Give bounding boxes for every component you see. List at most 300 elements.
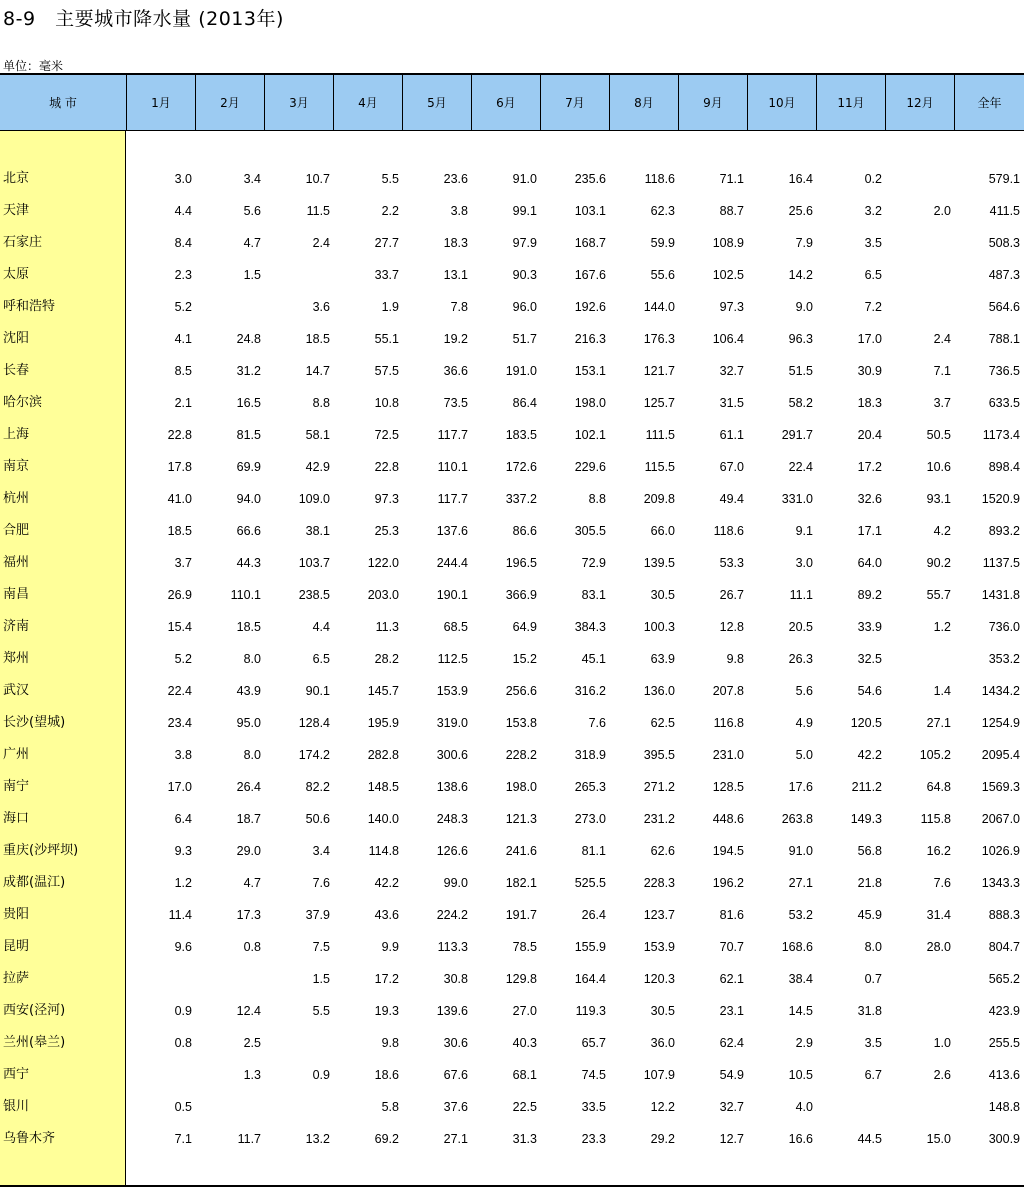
- table-cell: 91.0: [788, 844, 813, 858]
- table-cell: 64.0: [857, 556, 882, 570]
- table-cell: 15.2: [512, 652, 537, 666]
- table-cell: 174.2: [298, 748, 330, 762]
- table-cell: 106.4: [712, 332, 744, 346]
- city-name: 杭州: [3, 491, 30, 506]
- table-cell: 0.5: [174, 1100, 192, 1114]
- table-cell: 120.3: [643, 972, 675, 986]
- table-header: [0, 75, 1024, 130]
- table-cell: 804.7: [988, 940, 1020, 954]
- table-cell: 300.6: [436, 748, 468, 762]
- table-row: [0, 643, 1024, 675]
- table-cell: 148.5: [367, 780, 399, 794]
- city-name: 拉萨: [3, 971, 30, 986]
- table-cell: 9.9: [381, 940, 399, 954]
- table-cell: 90.3: [512, 268, 537, 282]
- table-cell: 153.9: [643, 940, 675, 954]
- city-name: 重庆(沙坪坝): [3, 843, 79, 858]
- table-cell: 7.9: [795, 236, 813, 250]
- table-cell: [886, 259, 951, 291]
- table-cell: 15.4: [167, 620, 192, 634]
- table-cell: 153.8: [505, 716, 537, 730]
- table-cell: 229.6: [574, 460, 606, 474]
- table-cell: 282.8: [367, 748, 399, 762]
- table-cell: 1137.5: [982, 556, 1020, 570]
- table-cell: 112.5: [437, 652, 468, 666]
- table-cell: 116.8: [713, 716, 744, 730]
- table-cell: 121.3: [505, 812, 537, 826]
- table-cell: 248.3: [436, 812, 468, 826]
- table-cell: 49.4: [719, 492, 744, 506]
- table-cell: 172.6: [505, 460, 537, 474]
- table-cell: 1.3: [243, 1068, 261, 1082]
- table-row: [0, 867, 1024, 899]
- table-cell: 23.6: [443, 172, 468, 186]
- table-cell: 88.7: [719, 204, 744, 218]
- table-row: [0, 515, 1024, 547]
- table-cell: 66.0: [650, 524, 675, 538]
- table-cell: 82.2: [305, 780, 330, 794]
- table-cell: 42.9: [305, 460, 330, 474]
- table-cell: 59.9: [650, 236, 675, 250]
- table-cell: 27.1: [926, 716, 951, 730]
- table-cell: 137.6: [436, 524, 468, 538]
- table-row: [0, 611, 1024, 643]
- table-cell: 9.8: [381, 1036, 399, 1050]
- header-col-1: 1月: [127, 75, 196, 130]
- table-cell: 45.1: [581, 652, 606, 666]
- table-cell: 7.6: [312, 876, 330, 890]
- table-cell: 72.9: [581, 556, 606, 570]
- table-row: [0, 579, 1024, 611]
- table-cell: 99.0: [443, 876, 468, 890]
- table-cell: 5.6: [795, 684, 813, 698]
- table-cell: 487.3: [988, 268, 1020, 282]
- table-cell: 125.7: [643, 396, 675, 410]
- table-cell: 5.2: [174, 652, 192, 666]
- table-cell: 17.0: [167, 780, 192, 794]
- table-cell: 148.8: [988, 1100, 1020, 1114]
- table-cell: 18.6: [374, 1068, 399, 1082]
- table-row: [0, 195, 1024, 227]
- table-cell: 353.2: [988, 652, 1020, 666]
- table-cell: 23.4: [167, 716, 192, 730]
- table-cell: 93.1: [926, 492, 951, 506]
- table-row: [0, 1059, 1024, 1091]
- table-cell: 18.7: [236, 812, 261, 826]
- header-col-9: 9月: [679, 75, 748, 130]
- table-cell: 633.5: [988, 396, 1020, 410]
- table-cell: 57.5: [374, 364, 399, 378]
- table-cell: [886, 995, 951, 1027]
- table-cell: 7.1: [174, 1132, 192, 1146]
- table-cell: 337.2: [505, 492, 537, 506]
- table-row: [0, 963, 1024, 995]
- table-cell: 31.3: [512, 1132, 537, 1146]
- city-name: 哈尔滨: [3, 395, 43, 410]
- table-cell: 7.8: [450, 300, 468, 314]
- table-row: [0, 483, 1024, 515]
- table-cell: 16.2: [926, 844, 951, 858]
- table-cell: 318.9: [574, 748, 606, 762]
- table-cell: 53.3: [719, 556, 744, 570]
- table-cell: 1.5: [312, 972, 330, 986]
- table-cell: 893.2: [988, 524, 1020, 538]
- table-cell: 32.6: [857, 492, 882, 506]
- table-cell: 12.8: [719, 620, 744, 634]
- table-cell: 29.2: [650, 1132, 675, 1146]
- table-cell: 231.2: [643, 812, 675, 826]
- table-cell: [265, 1091, 330, 1123]
- table-cell: 12.2: [650, 1100, 675, 1114]
- table-cell: 9.8: [726, 652, 744, 666]
- table-cell: 117.7: [437, 428, 468, 442]
- table-cell: 96.3: [788, 332, 813, 346]
- table-cell: 94.0: [236, 492, 261, 506]
- table-cell: 8.4: [174, 236, 192, 250]
- table-row: [0, 803, 1024, 835]
- table-cell: 16.6: [788, 1132, 813, 1146]
- table-cell: 7.1: [933, 364, 951, 378]
- table-cell: 4.1: [174, 332, 192, 346]
- table-cell: 9.3: [174, 844, 192, 858]
- table-cell: 27.1: [443, 1132, 468, 1146]
- table-cell: 25.6: [788, 204, 813, 218]
- table-cell: 129.8: [505, 972, 537, 986]
- table-cell: 366.9: [505, 588, 537, 602]
- table-cell: 191.7: [505, 908, 537, 922]
- table-cell: 110.1: [437, 460, 468, 474]
- table-cell: 45.9: [857, 908, 882, 922]
- table-cell: 192.6: [574, 300, 606, 314]
- table-cell: 17.0: [857, 332, 882, 346]
- table-cell: 4.9: [795, 716, 813, 730]
- table-cell: 115.5: [644, 460, 675, 474]
- table-cell: 12.4: [236, 1004, 261, 1018]
- table-cell: 86.4: [512, 396, 537, 410]
- table-cell: 31.8: [857, 1004, 882, 1018]
- city-name: 北京: [3, 171, 30, 186]
- table-cell: 2.0: [933, 204, 951, 218]
- table-cell: 97.3: [374, 492, 399, 506]
- table-cell: 207.8: [712, 684, 744, 698]
- table-cell: 7.6: [588, 716, 606, 730]
- header-col-4: 4月: [334, 75, 403, 130]
- table-cell: 111.5: [645, 428, 675, 442]
- table-cell: 300.9: [988, 1132, 1020, 1146]
- table-cell: 448.6: [712, 812, 744, 826]
- table-cell: 1026.9: [981, 844, 1020, 858]
- table-cell: 33.7: [374, 268, 399, 282]
- table-cell: 28.2: [374, 652, 399, 666]
- table-cell: 1569.3: [981, 780, 1020, 794]
- header-col-10: 10月: [748, 75, 817, 130]
- table-cell: [886, 963, 951, 995]
- table-cell: [817, 1091, 882, 1123]
- table-cell: [886, 163, 951, 195]
- table-cell: 3.6: [312, 300, 330, 314]
- header-col-2: 2月: [196, 75, 265, 130]
- table-cell: 22.4: [788, 460, 813, 474]
- table-cell: 168.7: [574, 236, 606, 250]
- table-cell: 5.0: [795, 748, 813, 762]
- table-cell: 20.5: [788, 620, 813, 634]
- header-col-12: 12月: [886, 75, 955, 130]
- table-cell: 64.9: [512, 620, 537, 634]
- table-cell: 191.0: [505, 364, 537, 378]
- table-cell: 97.3: [719, 300, 744, 314]
- table-cell: 15.0: [926, 1132, 951, 1146]
- table-cell: 211.2: [851, 780, 882, 794]
- city-name: 西宁: [3, 1067, 30, 1082]
- table-cell: 11.1: [789, 588, 813, 602]
- table-cell: 11.4: [168, 908, 192, 922]
- header-col-13: 全年: [977, 96, 1002, 110]
- table-cell: 579.1: [988, 172, 1020, 186]
- table-cell: 4.7: [243, 236, 261, 250]
- table-cell: 89.2: [857, 588, 882, 602]
- table-cell: 273.0: [574, 812, 606, 826]
- table-cell: 4.2: [933, 524, 951, 538]
- table-cell: 23.3: [581, 1132, 606, 1146]
- table-row: [0, 1091, 1024, 1123]
- table-cell: 0.8: [174, 1036, 192, 1050]
- city-name: 乌鲁木齐: [3, 1131, 56, 1146]
- table-cell: 508.3: [988, 236, 1020, 250]
- table-row: [0, 227, 1024, 259]
- city-name: 沈阳: [3, 331, 30, 346]
- table-cell: 51.7: [512, 332, 537, 346]
- table-cell: 168.6: [781, 940, 813, 954]
- table-cell: 413.6: [988, 1068, 1020, 1082]
- table-row: [0, 707, 1024, 739]
- table-cell: 3.7: [933, 396, 951, 410]
- table-cell: 54.9: [719, 1068, 744, 1082]
- table-row: [0, 547, 1024, 579]
- table-cell: 136.0: [643, 684, 675, 698]
- table-cell: 898.4: [988, 460, 1020, 474]
- table-cell: 2.4: [312, 236, 330, 250]
- table-row: [0, 835, 1024, 867]
- table-row: [0, 1027, 1024, 1059]
- table-cell: 10.6: [926, 460, 951, 474]
- table-cell: 1520.9: [981, 492, 1020, 506]
- table-cell: 2.9: [795, 1036, 813, 1050]
- city-name: 长沙(望城): [3, 715, 66, 730]
- table-cell: [127, 963, 192, 995]
- table-cell: 30.9: [857, 364, 882, 378]
- table-cell: 81.1: [581, 844, 606, 858]
- header-col-11: 11月: [817, 75, 886, 130]
- table-cell: 17.8: [167, 460, 192, 474]
- table-cell: 2.5: [243, 1036, 261, 1050]
- city-name: 济南: [3, 619, 30, 634]
- city-name: 呼和浩特: [3, 299, 56, 314]
- table-cell: 1173.4: [982, 428, 1020, 442]
- table-cell: 121.7: [643, 364, 675, 378]
- header-col-3: 3月: [265, 75, 334, 130]
- table-cell: 2.6: [933, 1068, 951, 1082]
- table-cell: 36.0: [650, 1036, 675, 1050]
- table-cell: [196, 963, 261, 995]
- table-cell: 8.0: [243, 652, 261, 666]
- table-cell: 37.6: [443, 1100, 468, 1114]
- table-cell: 18.5: [236, 620, 261, 634]
- table-cell: 14.5: [788, 1004, 813, 1018]
- table-cell: 255.5: [988, 1036, 1020, 1050]
- table-cell: 1343.3: [981, 876, 1020, 890]
- city-name: 南宁: [3, 779, 30, 794]
- table-row: [0, 1123, 1024, 1155]
- city-name: 兰州(皋兰): [3, 1035, 66, 1050]
- table-cell: 7.5: [312, 940, 330, 954]
- table-cell: 1254.9: [981, 716, 1020, 730]
- table-cell: 37.9: [305, 908, 330, 922]
- table-cell: 16.5: [236, 396, 261, 410]
- table-cell: 105.2: [919, 748, 951, 762]
- table-cell: 26.7: [719, 588, 744, 602]
- table-cell: 32.7: [719, 364, 744, 378]
- table-cell: 30.8: [443, 972, 468, 986]
- table-cell: 1434.2: [981, 684, 1020, 698]
- table-cell: 564.6: [988, 300, 1020, 314]
- table-cell: 525.5: [574, 876, 606, 890]
- table-cell: 95.0: [236, 716, 261, 730]
- table-cell: 55.1: [374, 332, 399, 346]
- table-cell: 70.7: [719, 940, 744, 954]
- table-cell: 3.0: [795, 556, 813, 570]
- table-cell: 18.5: [167, 524, 192, 538]
- table-cell: 22.4: [167, 684, 192, 698]
- table-cell: 2067.0: [981, 812, 1020, 826]
- table-cell: 3.8: [450, 204, 468, 218]
- table-cell: 1.5: [243, 268, 261, 282]
- table-cell: 107.9: [643, 1068, 675, 1082]
- table-cell: 62.3: [650, 204, 675, 218]
- table-cell: 25.3: [374, 524, 399, 538]
- table-cell: 13.2: [305, 1132, 330, 1146]
- table-cell: 17.3: [236, 908, 261, 922]
- table-cell: 271.2: [643, 780, 675, 794]
- table-cell: 238.5: [298, 588, 330, 602]
- city-name: 昆明: [3, 939, 30, 954]
- table-cell: 30.5: [650, 1004, 675, 1018]
- table-cell: 44.5: [857, 1132, 882, 1146]
- table-cell: 74.5: [581, 1068, 606, 1082]
- table-row: [0, 163, 1024, 195]
- table-cell: 138.6: [436, 780, 468, 794]
- table-cell: 33.9: [857, 620, 882, 634]
- table-cell: 99.1: [512, 204, 537, 218]
- table-cell: 198.0: [505, 780, 537, 794]
- table-row: [0, 931, 1024, 963]
- table-cell: 102.1: [574, 428, 606, 442]
- city-name: 成都(温江): [3, 875, 66, 890]
- table-cell: [196, 291, 261, 323]
- table-cell: 164.4: [574, 972, 606, 986]
- table-cell: 14.2: [788, 268, 813, 282]
- table-cell: 11.3: [375, 620, 399, 634]
- table-cell: 26.4: [581, 908, 606, 922]
- table-row: [0, 323, 1024, 355]
- table-cell: 66.6: [236, 524, 261, 538]
- table-cell: 216.3: [574, 332, 606, 346]
- table-cell: 117.7: [437, 492, 468, 506]
- table-cell: 18.3: [857, 396, 882, 410]
- table-cell: 384.3: [574, 620, 606, 634]
- table-cell: 196.2: [712, 876, 744, 890]
- table-cell: 263.8: [781, 812, 813, 826]
- table-cell: 115.8: [920, 812, 951, 826]
- table-cell: 10.8: [374, 396, 399, 410]
- table-cell: 22.8: [374, 460, 399, 474]
- table-cell: 153.9: [436, 684, 468, 698]
- table-row: [0, 355, 1024, 387]
- table-row: [0, 291, 1024, 323]
- table-cell: 228.3: [643, 876, 675, 890]
- table-cell: 90.2: [926, 556, 951, 570]
- table-cell: 61.1: [719, 428, 744, 442]
- table-row: [0, 739, 1024, 771]
- table-cell: 27.1: [788, 876, 813, 890]
- table-cell: 118.6: [644, 172, 675, 186]
- table-cell: 38.1: [305, 524, 330, 538]
- table-cell: 231.0: [712, 748, 744, 762]
- table-cell: 128.5: [712, 780, 744, 794]
- table-cell: [265, 1027, 330, 1059]
- table-cell: 18.5: [305, 332, 330, 346]
- table-cell: 153.1: [574, 364, 606, 378]
- table-cell: 291.7: [781, 428, 813, 442]
- city-name: 南昌: [3, 587, 30, 602]
- table-cell: 265.3: [574, 780, 606, 794]
- table-cell: 7.6: [933, 876, 951, 890]
- table-cell: 2.2: [381, 204, 399, 218]
- header-city: 城 市: [0, 75, 127, 130]
- city-name: 南京: [3, 459, 30, 474]
- table-cell: 5.2: [174, 300, 192, 314]
- table-cell: 19.2: [443, 332, 468, 346]
- table-cell: 4.4: [174, 204, 192, 218]
- table-row: [0, 771, 1024, 803]
- table-cell: 21.8: [857, 876, 882, 890]
- table-cell: 72.5: [374, 428, 399, 442]
- table-cell: 1.0: [933, 1036, 951, 1050]
- table-cell: 2095.4: [981, 748, 1020, 762]
- table-cell: 31.4: [926, 908, 951, 922]
- table-cell: 103.1: [574, 204, 606, 218]
- table-cell: 97.9: [512, 236, 537, 250]
- table-cell: 27.7: [374, 236, 399, 250]
- table-cell: 67.0: [719, 460, 744, 474]
- table-cell: 103.7: [298, 556, 330, 570]
- table-cell: 3.5: [864, 236, 882, 250]
- table-cell: 17.1: [857, 524, 882, 538]
- table-cell: 71.1: [719, 172, 744, 186]
- table-cell: 32.7: [719, 1100, 744, 1114]
- table-cell: 8.0: [864, 940, 882, 954]
- table-cell: 31.2: [236, 364, 261, 378]
- table-cell: 9.0: [795, 300, 813, 314]
- table-cell: 17.6: [788, 780, 813, 794]
- table-cell: 0.2: [864, 172, 882, 186]
- table-cell: 0.8: [243, 940, 261, 954]
- table-cell: 24.8: [236, 332, 261, 346]
- table-cell: 69.2: [374, 1132, 399, 1146]
- table-cell: 3.2: [864, 204, 882, 218]
- table-cell: 62.4: [719, 1036, 744, 1050]
- table-cell: 316.2: [574, 684, 606, 698]
- table-cell: [886, 227, 951, 259]
